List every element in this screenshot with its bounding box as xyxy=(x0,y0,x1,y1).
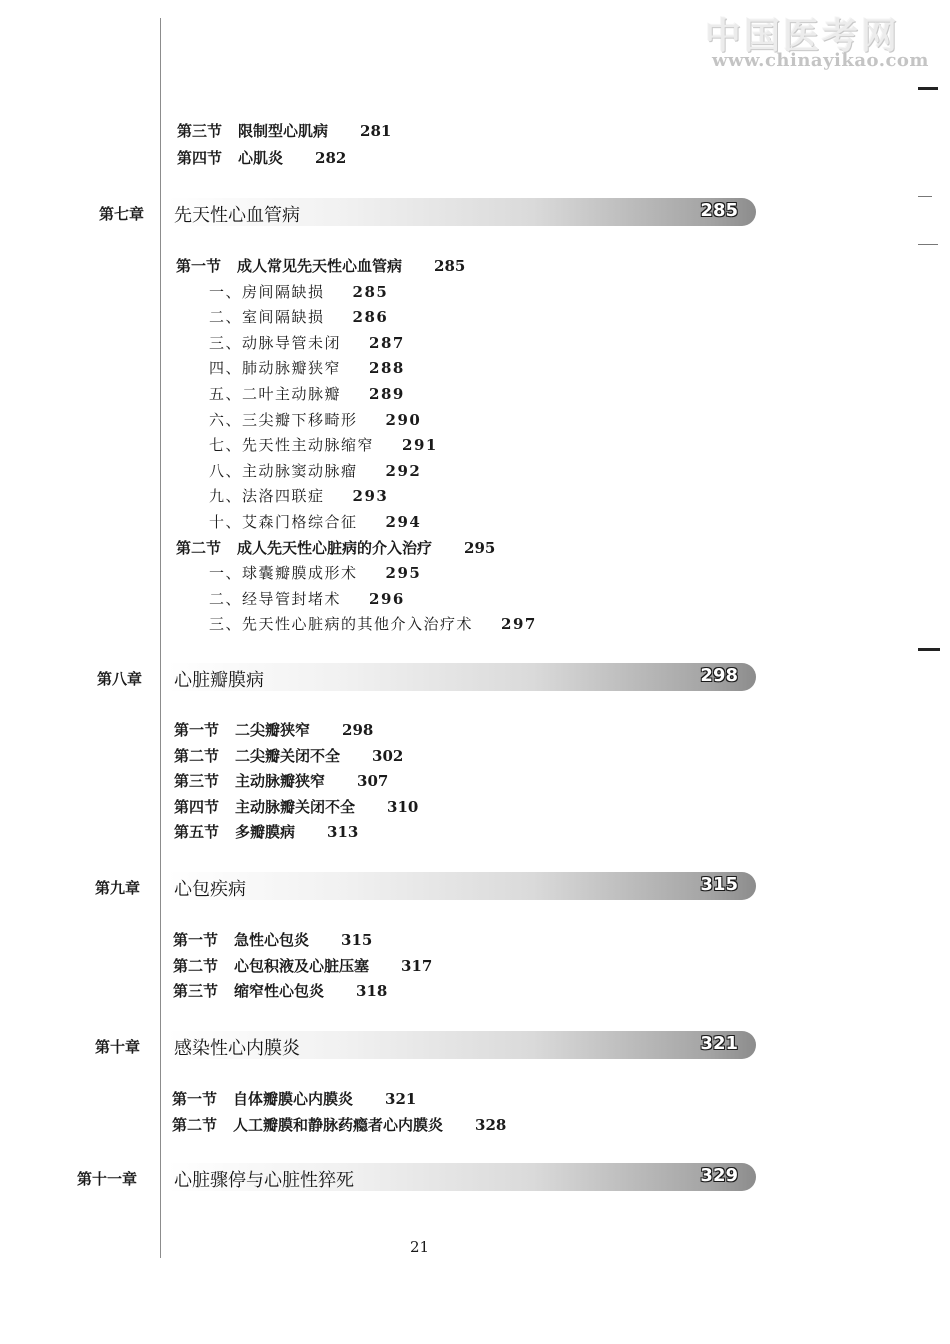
toc-section-entry xyxy=(176,539,495,557)
toc-subsection-entry xyxy=(209,283,388,301)
chapter-page: 285 xyxy=(700,200,738,221)
subsection-title: 七、先天性主动脉缩窄 xyxy=(209,436,375,455)
section-title: 心肌炎 xyxy=(238,149,284,167)
section-title: 多瓣膜病 xyxy=(235,823,296,842)
page-ref: 290 xyxy=(385,410,422,429)
subsection-title: 二、室间隔缺损 xyxy=(209,308,325,327)
chapter-title: 先天性心血管病 xyxy=(174,205,300,226)
chapter-page: 321 xyxy=(700,1033,738,1054)
section-label: 第二节 xyxy=(172,1115,218,1134)
crop-mark xyxy=(918,648,940,651)
page-ref: 288 xyxy=(369,359,405,378)
page-ref: 285 xyxy=(434,257,466,275)
page-ref: 318 xyxy=(356,982,388,1001)
section-title: 成人先天性心脏病的介入治疗 xyxy=(237,538,433,557)
subsection-title: 一、球囊瓣膜成形术 xyxy=(209,564,358,583)
page-ref: 286 xyxy=(352,308,389,327)
section-label: 第一节 xyxy=(172,1090,218,1108)
section-label: 第一节 xyxy=(173,931,219,949)
toc-section-entry xyxy=(176,257,465,275)
page-ref: 307 xyxy=(357,772,389,791)
section-title: 限制型心肌病 xyxy=(238,122,329,140)
crop-mark xyxy=(918,87,938,90)
page-ref: 291 xyxy=(402,436,438,455)
section-label: 第三节 xyxy=(174,772,220,791)
chapter-heading-bar xyxy=(168,1031,756,1059)
crop-mark xyxy=(918,196,932,197)
toc-section-entry xyxy=(173,957,432,975)
crop-mark xyxy=(918,244,938,245)
page-ref: 315 xyxy=(341,931,373,949)
section-title: 主动脉瓣关闭不全 xyxy=(235,797,356,816)
section-title: 主动脉瓣狭窄 xyxy=(235,772,326,791)
section-label: 第二节 xyxy=(176,538,222,557)
chapter-title: 感染性心内膜炎 xyxy=(174,1038,300,1059)
section-title: 缩窄性心包炎 xyxy=(234,982,325,1001)
page-ref: 296 xyxy=(369,589,405,608)
chapter-heading-bar xyxy=(168,1163,756,1191)
page-ref: 297 xyxy=(501,615,537,634)
watermark-logo: 中国医考网 xyxy=(705,16,901,57)
toc-subsection-entry xyxy=(209,308,388,326)
chapter-label: 第七章 xyxy=(99,205,145,223)
page-ref: 294 xyxy=(385,513,422,531)
chapter-page: 315 xyxy=(700,874,738,895)
page-ref: 282 xyxy=(315,149,347,167)
page-number: 21 xyxy=(410,1238,430,1256)
page-ref: 295 xyxy=(385,564,422,583)
toc-section-entry xyxy=(172,1116,506,1134)
toc-section-entry xyxy=(174,772,388,790)
page-ref: 321 xyxy=(385,1090,417,1108)
chapter-title: 心包疾病 xyxy=(174,879,246,900)
page-ref: 287 xyxy=(369,333,405,352)
subsection-title: 六、三尖瓣下移畸形 xyxy=(209,410,358,429)
toc-section-entry xyxy=(174,823,358,841)
section-title: 心包积液及心脏压塞 xyxy=(234,956,370,975)
section-label: 第五节 xyxy=(174,823,220,842)
toc-subsection-entry xyxy=(209,334,405,352)
page-ref: 298 xyxy=(342,721,374,739)
watermark-url: www.chinayikao.com xyxy=(712,50,929,71)
chapter-page: 298 xyxy=(700,665,738,686)
subsection-title: 九、法洛四联症 xyxy=(209,487,325,506)
toc-subsection-entry xyxy=(209,590,405,608)
toc-subsection-entry xyxy=(209,411,421,429)
chapter-heading-bar xyxy=(168,198,756,226)
toc-subsection-entry xyxy=(209,513,421,531)
section-title: 自体瓣膜心内膜炎 xyxy=(233,1090,354,1108)
chapter-title: 心脏瓣膜病 xyxy=(174,670,264,691)
page-ref: 295 xyxy=(464,538,496,557)
section-title: 二尖瓣狭窄 xyxy=(235,721,311,739)
toc-section-entry xyxy=(177,149,346,167)
chapter-heading-bar xyxy=(168,872,756,900)
toc-subsection-entry xyxy=(209,615,537,633)
chapter-label: 第十一章 xyxy=(77,1170,138,1188)
toc-section-entry xyxy=(173,931,372,949)
toc-section-entry xyxy=(174,798,418,816)
section-title: 二尖瓣关闭不全 xyxy=(235,746,341,765)
subsection-title: 四、肺动脉瓣狭窄 xyxy=(209,359,342,378)
page-ref: 285 xyxy=(352,282,389,301)
section-label: 第三节 xyxy=(173,982,219,1001)
section-label: 第二节 xyxy=(174,746,220,765)
page-ref: 313 xyxy=(327,823,359,842)
subsection-title: 一、房间隔缺损 xyxy=(209,282,325,301)
section-title: 成人常见先天性心血管病 xyxy=(237,257,403,275)
section-label: 第三节 xyxy=(177,122,223,140)
chapter-heading-bar xyxy=(168,663,756,691)
chapter-label: 第九章 xyxy=(95,879,141,897)
toc-subsection-entry xyxy=(209,385,405,403)
toc-subsection-entry xyxy=(209,462,421,480)
toc-subsection-entry xyxy=(209,564,421,582)
page-ref: 328 xyxy=(475,1115,507,1134)
page-ref: 302 xyxy=(372,746,404,765)
page-ref: 310 xyxy=(387,797,419,816)
section-label: 第四节 xyxy=(174,797,220,816)
toc-subsection-entry xyxy=(209,487,388,505)
margin-rule xyxy=(160,18,161,1258)
section-label: 第二节 xyxy=(173,956,219,975)
subsection-title: 二、经导管封堵术 xyxy=(209,589,342,608)
toc-section-entry xyxy=(174,747,403,765)
toc-section-entry xyxy=(172,1090,416,1108)
section-title: 急性心包炎 xyxy=(234,931,310,949)
toc-subsection-entry xyxy=(209,359,405,377)
page-ref: 292 xyxy=(385,461,422,480)
section-label: 第一节 xyxy=(174,721,220,739)
subsection-title: 八、主动脉窦动脉瘤 xyxy=(209,461,358,480)
subsection-title: 三、先天性心脏病的其他介入治疗术 xyxy=(209,615,474,634)
section-label: 第四节 xyxy=(177,149,223,167)
chapter-page: 329 xyxy=(700,1165,738,1186)
section-title: 人工瓣膜和静脉药瘾者心内膜炎 xyxy=(233,1115,444,1134)
chapter-label: 第十章 xyxy=(95,1038,141,1056)
page-ref: 289 xyxy=(369,385,405,403)
toc-subsection-entry xyxy=(209,436,438,454)
chapter-label: 第八章 xyxy=(97,670,143,688)
toc-section-entry xyxy=(177,122,391,140)
subsection-title: 五、二叶主动脉瓣 xyxy=(209,385,342,403)
page-ref: 281 xyxy=(360,122,392,140)
toc-section-entry xyxy=(173,982,387,1000)
toc-section-entry xyxy=(174,721,373,739)
subsection-title: 三、动脉导管未闭 xyxy=(209,333,342,352)
section-label: 第一节 xyxy=(176,257,222,275)
subsection-title: 十、艾森门格综合征 xyxy=(209,513,358,531)
page-ref: 317 xyxy=(401,956,433,975)
chapter-title: 心脏骤停与心脏性猝死 xyxy=(174,1170,354,1191)
page-ref: 293 xyxy=(352,487,389,506)
